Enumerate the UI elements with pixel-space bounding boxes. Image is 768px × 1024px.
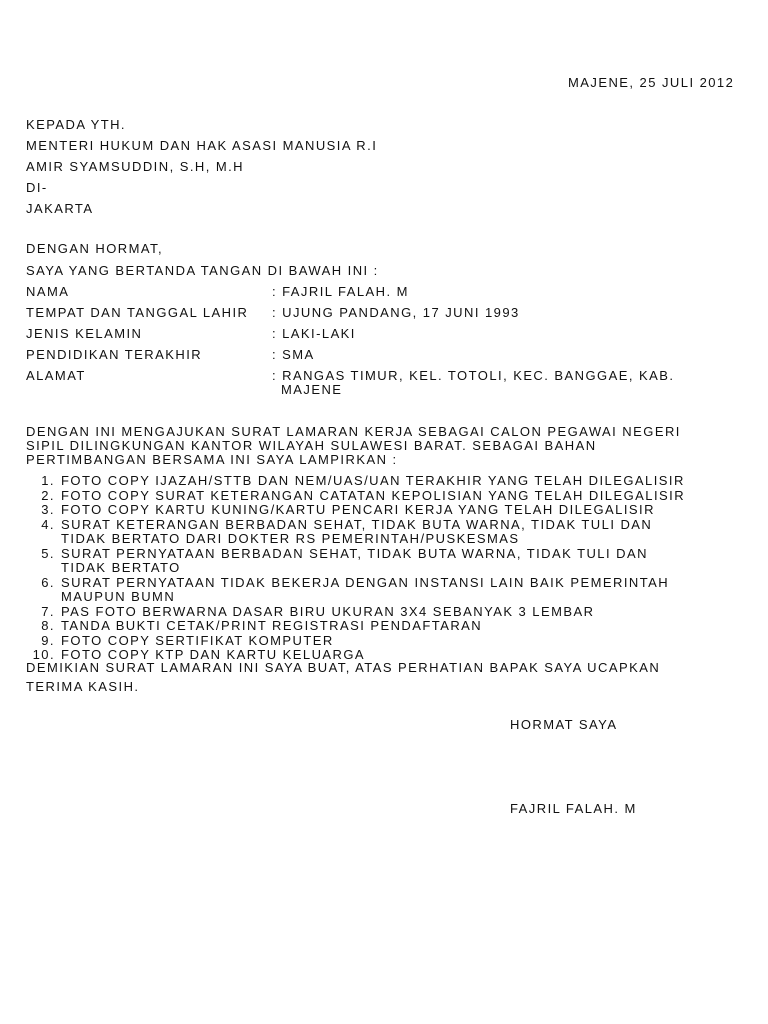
recipient-line: DI- (26, 180, 48, 195)
recipient-line: KEPADA YTH. (26, 117, 126, 132)
list-item (26, 634, 685, 649)
list-number: 9. (41, 632, 55, 648)
list-text: TANDA BUKTI CETAK/PRINT REGISTRASI PENDAFTARAN (61, 618, 483, 633)
list-text-continued: TIDAK BERTATO (61, 560, 181, 575)
list-text-continued: MAUPUN BUMN (61, 589, 176, 604)
list-text: SURAT KETERANGAN BERBADAN SEHAT, TIDAK BUTA WARNA, TIDAK TULI DAN (61, 516, 653, 532)
list-item (26, 489, 685, 504)
identity-value: : FAJRIL FALAH. M (272, 284, 409, 299)
attachment-list (26, 474, 685, 663)
list-text: FOTO COPY SERTIFIKAT KOMPUTER (61, 632, 334, 648)
list-number: 5. (41, 545, 55, 561)
list-item (26, 503, 685, 518)
list-text: FOTO COPY IJAZAH/STTB DAN NEM/UAS/UAN TERAKHIR YANG TELAH DILEGALISIR (61, 473, 685, 488)
body-line: DENGAN INI MENGAJUKAN SURAT LAMARAN KERJA SEBAGAI CALON PEGAWAI NEGERI (26, 424, 681, 439)
intro-line: SAYA YANG BERTANDA TANGAN DI BAWAH INI : (26, 263, 379, 278)
list-number: 4. (41, 516, 55, 532)
list-number: 10. (32, 647, 55, 662)
identity-label: TEMPAT DAN TANGGAL LAHIR (26, 305, 249, 320)
recipient-line: JAKARTA (26, 201, 94, 216)
list-number: 1. (41, 473, 55, 488)
list-item (26, 605, 685, 620)
list-text-continued: TIDAK BERTATO DARI DOKTER RS PEMERINTAH/PUSKESMAS (61, 531, 520, 546)
identity-label: JENIS KELAMIN (26, 326, 143, 341)
list-text: PAS FOTO BERWARNA DASAR BIRU UKURAN 3X4 SEBANYAK 3 LEMBAR (61, 603, 595, 619)
body-line: PERTIMBANGAN BERSAMA INI SAYA LAMPIRKAN : (26, 452, 398, 467)
identity-value: : SMA (272, 347, 315, 362)
list-text: FOTO COPY KARTU KUNING/KARTU PENCARI KERJA YANG TELAH DILEGALISIR (61, 502, 655, 517)
identity-value: : UJUNG PANDANG, 17 JUNI 1993 (272, 305, 520, 320)
list-text: SURAT PERNYATAAN TIDAK BEKERJA DENGAN INSTANSI LAIN BAIK PEMERINTAH (61, 574, 670, 590)
signature-salutation: HORMAT SAYA (510, 717, 618, 732)
list-item (26, 576, 685, 605)
identity-value: : RANGAS TIMUR, KEL. TOTOLI, KEC. BANGGAE, KAB. (272, 368, 675, 383)
identity-value-continued: MAJENE (281, 382, 343, 397)
list-number: 6. (41, 574, 55, 590)
list-item (26, 619, 685, 634)
list-text: FOTO COPY SURAT KETERANGAN CATATAN KEPOLISIAN YANG TELAH DILEGALISIR (61, 487, 686, 503)
recipient-line: AMIR SYAMSUDDIN, S.H, M.H (26, 159, 245, 174)
signature-name: FAJRIL FALAH. M (510, 801, 637, 816)
list-number: 3. (41, 502, 55, 517)
list-item (26, 474, 685, 489)
identity-value: : LAKI-LAKI (272, 326, 356, 341)
list-number: 7. (41, 603, 55, 619)
identity-label: NAMA (26, 284, 70, 299)
list-text: FOTO COPY KTP DAN KARTU KELUARGA (61, 647, 366, 662)
list-number: 2. (41, 487, 55, 503)
closing-line: TERIMA KASIH. (26, 679, 140, 694)
identity-label: ALAMAT (26, 368, 86, 383)
identity-label: PENDIDIKAN TERAKHIR (26, 347, 203, 362)
body-line: SIPIL DILINGKUNGAN KANTOR WILAYAH SULAWESI BARAT. SEBAGAI BAHAN (26, 438, 597, 453)
list-item (26, 547, 685, 576)
list-item (26, 518, 685, 547)
closing-line: DEMIKIAN SURAT LAMARAN INI SAYA BUAT, ATAS PERHATIAN BAPAK SAYA UCAPKAN (26, 660, 661, 675)
recipient-line: MENTERI HUKUM DAN HAK ASASI MANUSIA R.I (26, 138, 378, 153)
list-text: SURAT PERNYATAAN BERBADAN SEHAT, TIDAK BUTA WARNA, TIDAK TULI DAN (61, 545, 648, 561)
place-date: MAJENE, 25 JULI 2012 (568, 75, 735, 90)
list-number: 8. (41, 618, 55, 633)
greeting: DENGAN HORMAT, (26, 241, 164, 256)
